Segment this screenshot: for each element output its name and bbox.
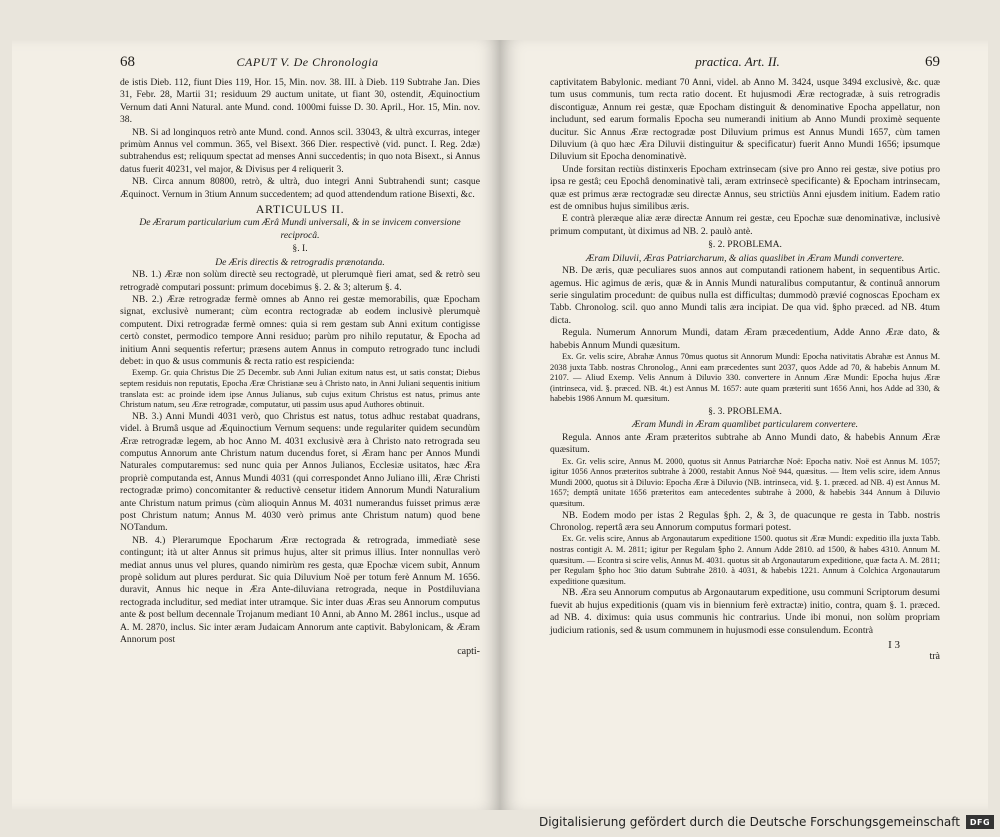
right-page <box>500 40 988 810</box>
running-title: CAPUT V. De Chronologia <box>236 55 379 69</box>
catchword: trà <box>929 650 940 662</box>
signature-mark: I 3 <box>888 638 900 651</box>
running-head <box>550 54 940 71</box>
paragraph: de istis Dieb. 112, fiunt Dies 119, Hor. 15, Min. nov. 38. III. à Dieb. 119 Subtrahe Jan. Dies 31, Febr. 28, Martii 31; residuum 29 auctum unitate, ut fiant 30, ostendit, Æquinoctium Vernum dati Anni Natural. ante Mund. cond. 1000mi fuisse D. 30. April., Hor. 15, Min. nov. 38. <box>120 77 480 126</box>
example-paragraph: Ex. Gr. velis scire, Annus M. 2000, quotus sit Annus Patriarchæ Noë: Epocha nativ. Noë est Annus M. 1057; igitur 1056 Annos præteritos subtrahe à 2000, restabit Annus Noë 944, quæsitus. — Item velis scire, idem Annus Mundi 2000, quotus sit à Diluvio: Epocha Æræ à Diluvio (NB. intrinseca, vid. §. 1. præced. ad NB. 4) est Annus M. 1657; demptâ unitate 1656 præteritos eam antecedentes subtrahe à 2000, & habebis 344 Annum à Diluvio quæsitum. <box>550 456 940 508</box>
section-title: De Æris directis & retrogradis prænotanda. <box>215 256 385 268</box>
paragraph: NB. 1.) Æræ non solùm directè seu rectogradè, ut plerumquè fieri amat, sed & retrò seu retrogradè computari possunt: primum docebimus §. 2. & 3; alterum §. 4. <box>120 269 480 293</box>
book-spread <box>12 40 988 810</box>
paragraph: NB. Si ad longinquos retrò ante Mund. cond. Annos scil. 33043, & ultrà excurras, integer primùm Annus vel commun. 365, vel Bisext. 366 Dier. respectivè (vid. punct. I. Reg. 2dæ) subtrahendus est; reliquum spectat ad menses Anni succedentis; in quo nota Bisext., si Annus datus fuerit 40231, vel major, & Divisus per 4 reliquerit 3. <box>120 126 480 175</box>
article-heading: ARTICULUS II. <box>255 202 345 217</box>
paragraph: NB. Æra seu Annorum computus ab Argonautarum expeditione, usu communi Scriptorum desumi fuevit ab hujus expeditionis (quam vis in biennium ferè extractæ) initio, contra, quam §. 1. præced. ad NB. 4. diximus: quia usus communis hic contrarius. Unde ibi monui, non solùm propriam judicium rationis, sed & usum communem in hujusmodi esse consulendum. Econtrà <box>550 587 940 636</box>
example-paragraph: Ex. Gr. velis scire, Abrahæ Annus 70mus quotus sit Annorum Mundi: Epocha nativitatis Abrahæ est Annus M. 2038 juxta Tabb. nostras Chronolog., Anni eam præcedentes sunt 2037, quos Adde ad 70, & habebis Annum M. 2107. — Aliud Exemp. Velis Annum à Diluvio 330. convertere in Annum Æræ Mundi: Epocha hujus Æræ (intrinseca, vid. §. præced. NB. 4t.) est Annus M. 1657: aute quam præteriti sunt 1656 Anni, hos Adde ad 330, & habebis 1986 Annum M. quæsitum. <box>550 351 940 404</box>
paragraph: NB. 2.) Æræ retrogradæ fermè omnes ab Anno rei gestæ memorabilis, quæ Epocham signat, exclusivè numerant; cùm econtra rectogradæ ab eodem inclusivè plerumquè computent. Dixi retrogradæ fermè omnes: quia si rem gestam sub Anni exitum contigisse certò constet, permodico tempore Anni residuo; parùm pro nihilo reputatur, & Epocha ad initium Anni sequentis refertur; præsens autem Annus in computo retrogrado tunc includi debet: in quo & usus communis & recta ratio est respicienda: <box>120 293 480 367</box>
catchword: capti- <box>457 646 480 658</box>
paragraph: NB. Circa annum 80800, retrò, & ultrà, duo integri Anni Subtrahendi sunt; casque Æquinoct. Vernum in 3tium Annum succedentem; ad quod attendendum ratione Bisexti, &c. <box>120 176 480 200</box>
body-text <box>120 77 480 646</box>
funding-footer <box>539 815 994 829</box>
section-title: Æram Mundi in Æram quamlibet particularem convertere. <box>631 419 859 431</box>
paragraph: NB. De æris, quæ peculiares suos annos aut computandi rationem habent, in sequentibus Artic. agemus. Hic agimus de æris, quæ & in Annis Mundi naturalibus computantur, & continuâ annorum serie singulatim procedunt: de quibus nulla est difficultas; dummodò prævié cognoscas Epocham ex Tabb. Chronolog. scil. quo anno Mundi talis æra incipiat. De qua vid. §pho præced. ad NB. 4tum dicta. <box>550 265 940 326</box>
paragraph: Unde forsitan rectiùs distinxeris Epocham extrinsecam (sive pro Anno rei gestæ, sive potius pro ipsa re gestâ; ceu Epochâ denominativè tali, æram extrinsecè specificante) & Epocham intrinsecam, quæ est primus æræ rectogradæ seu directæ Annus, seu strictiùs Anni ejusdem initium. Eadem ratio est de omnibus hujus similibus æris. <box>550 163 940 213</box>
section-title: Æram Diluvii, Æras Patriarcharum, & alias quaslibet in Æram Mundi convertere. <box>585 252 905 264</box>
section-heading: §. 2. PROBLEMA. <box>708 239 782 251</box>
paragraph: E contrà pleræque aliæ æræ directæ Annum rei gestæ, ceu Epochæ suæ denominativæ, inclusivè primum computant, ùt diximus ad NB. 2. paulò antè. <box>550 213 940 237</box>
article-subtitle: De Ærarum particularium cum Ærâ Mundi universali, & in se invicem conversione reciprocâ. <box>139 217 461 241</box>
running-title: practica. Art. II. <box>695 54 780 69</box>
page-number: 69 <box>924 54 940 70</box>
section-number: §. I. <box>292 243 308 255</box>
example-paragraph: Ex. Gr. velis scire, Annus ab Argonautarum expeditione 1500. quotus sit Æræ Mundi: expeditio illa juxta Tabb. nostras contigit A. M. 2811; igitur per Regulam §pho 2. Annum Adde 2810. ad 1500, & habes 4310. Annum M. quæsitum. — Econtra si scire velis, Annus M. 4031. quotus sit ab Argonautarum expeditione, quæ facta A. M. 2811; per Regulam §pho hoc 3tio datum Subtrahe 2810. à 4031, & habebis 1221. Annum à Colchica Argonautarum expeditione quæsitum. <box>550 534 940 586</box>
running-head <box>120 54 480 71</box>
page-number: 68 <box>120 54 135 70</box>
section-heading: §. 3. PROBLEMA. <box>708 405 782 417</box>
rule-paragraph: Regula. Annos ante Æram præteritos subtrahe ab Anno Mundi dato, & habebis Annum Æræ quæsitum. <box>550 431 940 456</box>
paragraph: captivitatem Babylonic. mediant 70 Anni, videl. ab Anno M. 3424, usque 3494 exclusivè, &c. quæ tum usus communis, tum recta ratio docent. Et hujusmodi Æræ rectogradæ, à suis retrogradis discontiguæ, Annum rei gestæ, quæ Epocham distinguit & denominative Epocha appellatur, non includunt, sed earum formalis Epocha seu numerandi initium ab Anno Mundi proximè sequente ducitur. Sic Annus Æræ rectogradæ post Diluvium primus est Annus Mundi 1657, cùm tamen Diluvium (à quo hæc Æra Diluvii distinguitur & specificatur) fuerit Anno Mundi 1656; ipsumque Diluvium sit Epocha denominativè. <box>550 77 940 163</box>
body-text <box>550 77 940 637</box>
example-paragraph: Exemp. Gr. quia Christus Die 25 Decembr. sub Anni Julian exitum natus est, ut satis constat; Diebus septem residuis non reputatis, Epocha Æræ Christianæ seu à Christo nato, in Anni Juliani sequentis initium translata est: ac proinde idem ipse Annus Julianus, sub cujus exitum Christus est natus, primus ante Christum natum, seu Æræ retrogradæ, computatur, uti passim usus apud Authores obtinuit. <box>120 368 480 410</box>
paragraph: NB. 3.) Anni Mundi 4031 verò, quo Christus est natus, totus adhuc restabat quadrans, videl. à Brumâ usque ad Æquinoctium Vernum sequens: unde regulariter quidem secundùm Æræ retrogradæ legem, ab hoc Anno M. 4031 exclusivè æra à Christo nato retrograda seu computus Annorum ante Christum natum ducendus foret, si Æram hanc per Annos Mundi Naturales computaremus: sed nunc quia per Annos Julianos, Ecclesiæ usitatos, hæc Æra propriè computanda est, Annus Mundi 4031 (qui correspondet Anno Juliano illi, Æræ Christi rectogradæ primo) concomitanter & reductivè censetur itidem Annorum Mundi Naturalium ante Christum natum primus (cùm alioquin Annus M. 4031 numerandus fuisset primus æræ post Christum natum; Annus M. 4030 verò primus ante Christum natum) quod bene NOTandum. <box>120 410 480 534</box>
left-page <box>12 40 500 810</box>
paragraph: NB. Eodem modo per istas 2 Regulas §ph. 2, & 3, de quacunque re gesta in Tabb. nostris Chronolog. repertâ æra seu Annorum computus formari potest. <box>550 509 940 533</box>
dfg-logo-icon: DFG <box>966 815 994 829</box>
footer-text: Digitalisierung gefördert durch die Deutsche Forschungsgemeinschaft <box>538 815 960 829</box>
paragraph: NB. 4.) Plerarumque Epocharum Æræ rectograda & retrograda, immediatè sese contingunt; ità ut alter Annus sit primus hujus, alter sit primus illius. Inter nonnullas verò mediat annus unus vel plures, quando nimirùm res gesta, quæ Epochæ vicem subit, Annum propè solidum aut plures perdurat. Sic quia Diluvium Noë per totum ferè Annum M. 1656. duravit, Annus hic neque in Æra Ante-diluviana retrograda, neque in Postdiluviana rectograda includitur, sed mediat inter utramque. Sic inter duas Æras seu Annorum computus ante & post bellum decennale Trojanum mediant 10 Anni, ab Anno M. 2861 inclus., usque ad A. M. 2870, inclus. Sic inter æram Judaicam Annorum ante captivit. Babylonicam, & Æram Annorum post <box>120 534 480 646</box>
rule-paragraph: Regula. Numerum Annorum Mundi, datam Æram præcedentium, Adde Anno Æræ dato, & habebis Annum Mundi quæsitum. <box>550 327 940 351</box>
